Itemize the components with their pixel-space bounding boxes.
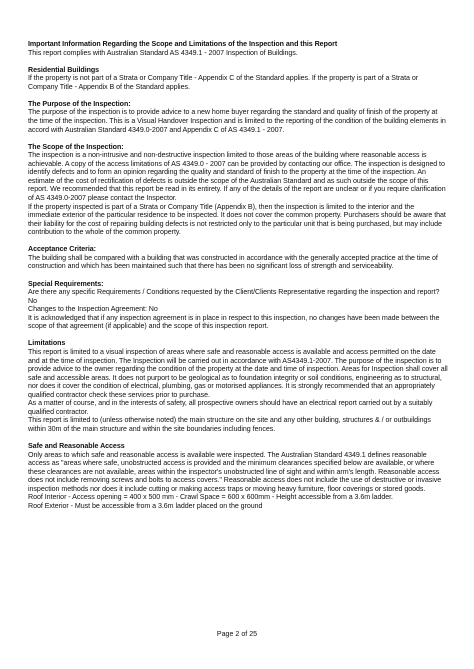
section-heading: Residential Buildings (28, 65, 100, 74)
section-heading: Important Information Regarding the Scope and Limitations of the Inspection and this Report (28, 40, 338, 48)
section-heading: Limitations (28, 339, 66, 348)
section-limitations (28, 339, 448, 433)
paragraph: Changes to the Inspection Agreement: No (28, 305, 158, 314)
page-number: Page 2 of 25 (216, 630, 258, 638)
section-heading: Acceptance Criteria: (28, 245, 96, 254)
document-body (28, 40, 448, 510)
section-scope (28, 143, 448, 237)
section-acceptance-criteria (28, 245, 448, 271)
section-heading: Safe and Reasonable Access (28, 442, 125, 451)
section-purpose (28, 100, 448, 134)
section-heading: The Scope of the Inspection: (28, 142, 124, 151)
spacer (28, 433, 448, 442)
spacer (28, 57, 448, 66)
section-residential-buildings (28, 66, 448, 92)
section-safe-access (28, 442, 448, 510)
paragraph: It is acknowledged that if any inspection agreement is in place in respect to this inspection, no changes have been made between the scope of that agreement (if applicable) and the scope of this inspection report. (28, 313, 440, 331)
paragraph: If the property inspected is part of a Strata or Company Title (Appendix B), then the inspection is limited to the interior and the immediate exterior of the particular residence to be inspected. It does not cover the common property. Purchasers should be aware that their liability for the cost of repairing building defects is not restricted only to the particular unit that is being purchased, but may include contribution to the whole of the common property. (28, 202, 446, 237)
paragraph: Roof Exterior - Must be accessible from a 3.6m ladder placed on the ground (28, 501, 263, 510)
paragraph: As a matter of course, and in the interests of safety, all prospective owners should have an electrical report carried out by a suitably qualified contractor. (28, 399, 433, 416)
paragraph: This report is limited to (unless otherwise noted) the main structure on the site and any other building, structures & / or outbuildings within 30m of the main structure and within the site boundaries including fences. (28, 416, 431, 433)
spacer (28, 134, 448, 143)
paragraph: The inspection is a non-intrusive and non-destructive inspection limited to those areas of the building where reasonable access is achievable. A copy of the access limitations of AS 4349.0 - 2007 can be provided by contacting our office. The inspection is designed to identify defects and to form an opinion regarding the quality and standard of finish to the property at the time of the inspection. An estimate of the cost of rectification of defects is outside the scope of the Australian Standard and as such outside the scope of this report. We recommended that this report be read in its entirety. If any of the details of the report are unclear or if you require clarification of AS 4349.0-2007 please contact the Inspector. (28, 151, 446, 202)
section-scope-limitations (28, 40, 448, 57)
section-heading: The Purpose of the Inspection: (28, 99, 131, 108)
paragraph: Are there any specific Requirements / Conditions requested by the Client/Clients Representative regarding the inspection and report? No (28, 288, 440, 305)
paragraph: The building shall be compared with a building that was constructed in accordance with the generally accepted practice at the time of construction and which has been maintained such that there has been no significant loss of strength and serviceability. (28, 253, 438, 271)
paragraph: Roof Interior - Access opening = 400 x 500 mm - Crawl Space = 600 x 600mm - Height accessible from a 3.6m ladder. (28, 493, 393, 502)
spacer (28, 91, 448, 100)
paragraph: This report complies with Australian Standard AS 4349.1 - 2007 Inspection of Buildings. (28, 48, 298, 57)
section-special-requirements (28, 280, 448, 331)
paragraph: If the property is not part of a Strata or Company Title - Appendix C of the Standard applies. If the property is part of a Strata or Company Title - Appendix B of the Standard applies. (28, 74, 419, 91)
spacer (28, 237, 448, 246)
paragraph: Only areas to which safe and reasonable access is available were inspected. The Australian Standard 4349.1 defines reasonable access as "areas where safe, unobstructed access is provided and the minimum clearances specified below are available, or where these clearances are not available, areas within the inspector's unobstructed line of sight and within arm's length. Reasonable access does not include removing screws and bolts to access covers." Reasonable access does not include the use of destructive or invasive inspection methods nor does it include cutting or making access traps or moving heavy furniture, floor coverings or stored goods. (28, 450, 442, 493)
paragraph: The purpose of the inspection is to provide advice to a new home buyer regarding the standard and quality of finish of the property at the time of the inspection. This is a Visual Handover Inspection and is limited to the reporting of the condition of the building elements in accord with Australian Standard 4349.0-2007 and Appendix C of AS 4349.1 - 2007. (28, 108, 446, 134)
spacer (28, 331, 448, 340)
spacer (28, 271, 448, 280)
paragraph: This report is limited to a visual inspection of areas where safe and reasonable access is available and access permitted on the date and at the time of inspection. The Inspection will be carried out in accordance with AS4349.1-2007. The purpose of the inspection is to provide advice to the owner regarding the condition of the property at the date and time of inspection. Areas for Inspection shall cover all safe and accessible areas. It does not purport to be geological as to foundation integrity or soil conditions, engineering as to structural, nor does it cover the condition of electrical, plumbing, gas or motorised appliances. It is strongly recommended that an appropriately qualified contractor check these services prior to purchase. (28, 347, 448, 399)
section-heading: Special Requirements: (28, 279, 104, 288)
